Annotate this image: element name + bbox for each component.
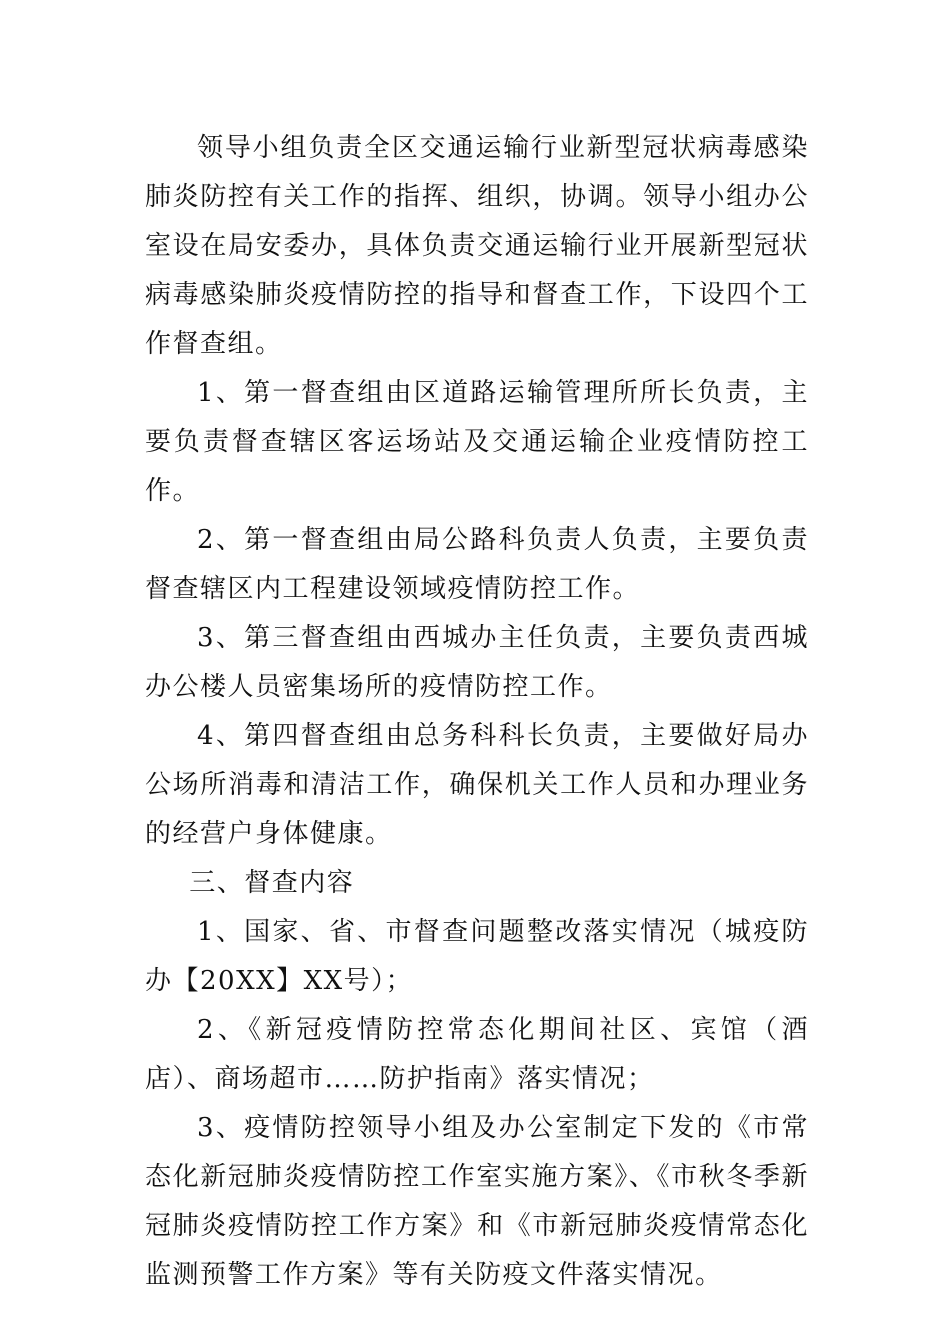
paragraph-group-3: 3、第三督查组由西城办主任负责，主要负责西城办公楼人员密集场所的疫情防控工作。: [145, 623, 809, 702]
paragraph-leadership-group: 领导小组负责全区交通运输行业新型冠状病毒感染肺炎防控有关工作的指挥、组织，协调。领导小组办公室设在局安委办，具体负责交通运输行业开展新型冠状病毒感染肺炎疫情防控的指导和督查工作，下设四个工作督查组。: [145, 133, 809, 359]
paragraph-group-2: 2、第一督查组由局公路科负责人负责，主要负责督查辖区内工程建设领域疫情防控工作。: [145, 525, 809, 604]
paragraph-content-1: 1、国家、省、市督查问题整改落实情况（城疫防办【20XX】XX号）；: [145, 917, 809, 996]
paragraph-group-4: 4、第四督查组由总务科科长负责，主要做好局办公场所消毒和清洁工作，确保机关工作人员和办理业务的经营户身体健康。: [145, 721, 809, 849]
paragraph-content-2: 2、《新冠疫情防控常态化期间社区、宾馆（酒店）、商场超市……防护指南》落实情况；: [145, 1015, 809, 1094]
section-heading-inspection-content: 三、督查内容: [189, 868, 355, 898]
paragraph-group-1: 1、第一督查组由区道路运输管理所所长负责，主要负责督查辖区客运场站及交通运输企业疫情防控工作。: [145, 378, 809, 506]
document-body: [145, 124, 809, 1300]
paragraph-content-3: 3、疫情防控领导小组及办公室制定下发的《市常态化新冠肺炎疫情防控工作室实施方案》、《市秋冬季新冠肺炎疫情防控工作方案》和《市新冠肺炎疫情常态化监测预警工作方案》等有关防疫文件落实情况。: [145, 1113, 809, 1290]
